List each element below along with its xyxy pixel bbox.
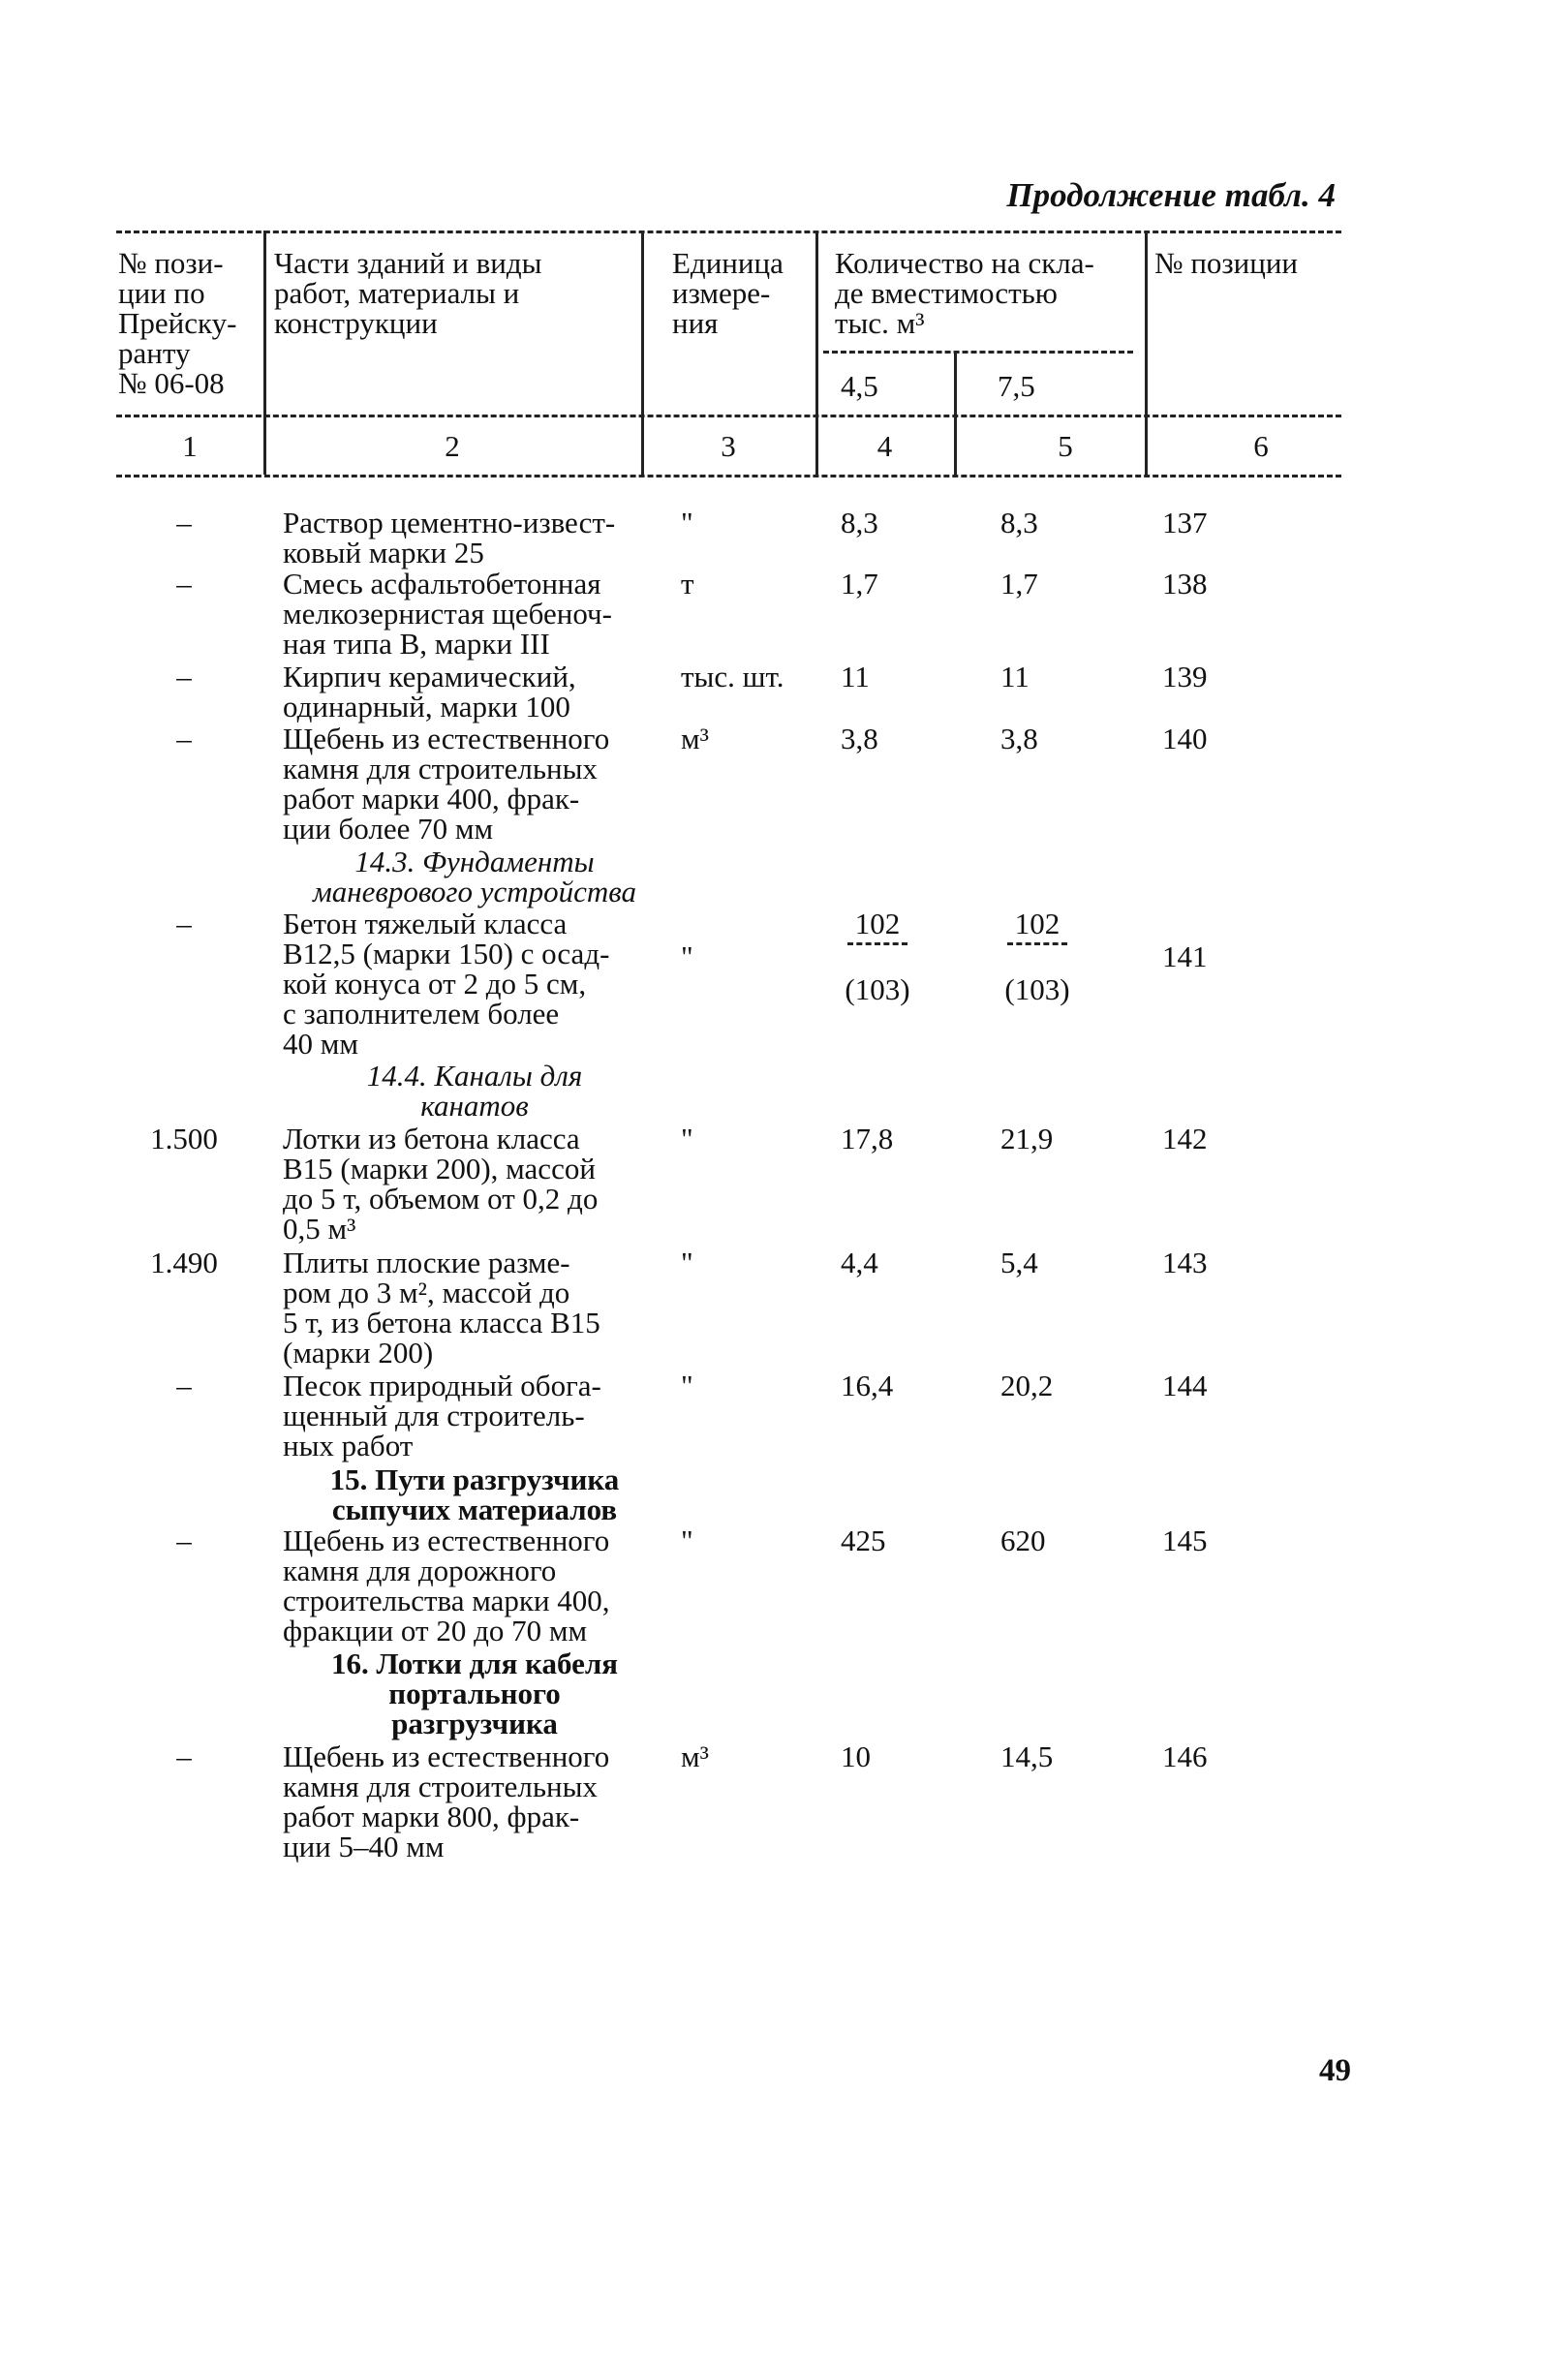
row-quantity-4-5: 1,7 <box>841 567 878 600</box>
subheader-rule <box>823 351 1133 354</box>
row-position: – <box>176 722 192 755</box>
row-position-number: 143 <box>1162 1246 1208 1279</box>
row-quantity-7-5: 8,3 <box>1000 506 1038 539</box>
column-number-6: 6 <box>1253 429 1269 463</box>
row-position-number: 144 <box>1162 1369 1208 1402</box>
row-quantity-7-5: 620 <box>1000 1524 1046 1557</box>
row-unit: " <box>681 1524 693 1557</box>
column-number-1: 1 <box>182 429 198 463</box>
header-building-parts: Части зданий и виды работ, материалы и конструкции <box>274 246 542 340</box>
row-position-number: 141 <box>1162 939 1208 973</box>
row-position: – <box>176 907 192 940</box>
row-position-number: 139 <box>1162 660 1208 693</box>
row-position: 1.490 <box>150 1246 218 1279</box>
row-description: Смесь асфальтобетонная мелкозернистая щебеноч- ная типа В, марки III <box>283 567 612 661</box>
section-heading-15: 15. Пути разгрузчика сыпучих материалов <box>329 1462 620 1526</box>
row-unit: т <box>681 567 694 600</box>
row-position: – <box>176 1524 192 1557</box>
row-description: Бетон тяжелый класса В12,5 (марки 150) с осад- кой конуса от 2 до 5 см, с заполнителем более 40 мм <box>283 907 610 1061</box>
row-quantity-7-5: 5,4 <box>1000 1246 1038 1279</box>
table-caption: Продолжение табл. 4 <box>1006 176 1336 214</box>
row-description: Щебень из естественного камня для дорожного строительства марки 400, фракции от 20 до 70 мм <box>283 1524 610 1647</box>
column-number-2: 2 <box>445 429 460 463</box>
row-position-number: 137 <box>1162 506 1208 539</box>
header-position-number: № позиции <box>1154 246 1299 280</box>
row-position-number: 140 <box>1162 722 1208 755</box>
row-description: Кирпич керамический, одинарный, марки 100 <box>283 660 576 723</box>
row-quantity-7-5: 1,7 <box>1000 567 1038 600</box>
row-unit: м³ <box>681 1739 709 1773</box>
row-position: – <box>176 1739 192 1773</box>
row-unit: м³ <box>681 722 709 755</box>
row-unit: " <box>681 939 693 973</box>
header-quantity: Количество на скла- де вместимостью тыс. м³ <box>835 246 1094 340</box>
row-quantity-7-5: 3,8 <box>1000 722 1038 755</box>
row-description: Щебень из естественного камня для строительных работ марки 400, фрак- ции более 70 мм <box>283 722 610 846</box>
header-unit: Единица измере- ния <box>672 246 784 340</box>
header-capacity-7-5: 7,5 <box>998 369 1035 403</box>
colnum-bottom-rule <box>116 475 1341 477</box>
row-quantity-7-5: 20,2 <box>1000 1369 1054 1402</box>
row-unit: " <box>681 1122 693 1155</box>
page-number: 49 <box>1319 2053 1351 2088</box>
row-description: Раствор цементно-извест- ковый марки 25 <box>283 506 616 569</box>
row-position-number: 138 <box>1162 567 1208 600</box>
row-position: – <box>176 567 192 600</box>
fraction-bar <box>847 942 907 945</box>
column-number-4: 4 <box>876 429 893 463</box>
row-unit: тыс. шт. <box>681 660 784 693</box>
row-quantity-4-5-fraction <box>819 908 936 1004</box>
column-number-5: 5 <box>1058 429 1073 463</box>
row-position: – <box>176 506 192 539</box>
row-quantity-4-5: 425 <box>841 1524 886 1557</box>
quantity-value-alt: (103) <box>1004 972 1070 1006</box>
row-description: Лотки из бетона класса В15 (марки 200), массой до 5 т, объемом от 0,2 до 0,5 м³ <box>283 1122 599 1246</box>
row-unit: " <box>681 1246 693 1279</box>
row-position-number: 145 <box>1162 1524 1208 1557</box>
row-quantity-4-5: 3,8 <box>841 722 878 755</box>
row-quantity-7-5: 11 <box>1000 660 1030 693</box>
section-heading-14-4: 14.4. Каналы для канатов <box>366 1059 583 1123</box>
section-heading-16: 16. Лотки для кабеля портального разгрузчика <box>330 1647 619 1740</box>
row-quantity-4-5: 11 <box>841 660 870 693</box>
row-quantity-4-5: 8,3 <box>841 506 878 539</box>
row-quantity-7-5: 21,9 <box>1000 1122 1054 1155</box>
row-quantity-4-5: 16,4 <box>841 1369 894 1402</box>
quantity-value: 102 <box>1014 907 1061 940</box>
row-description: Щебень из естественного камня для строительных работ марки 800, фрак- ции 5–40 мм <box>283 1739 610 1863</box>
row-position: – <box>176 660 192 693</box>
row-unit: " <box>681 1369 693 1402</box>
quantity-value-alt: (103) <box>845 972 910 1006</box>
header-position-price: № пози- ции по Прейску- ранту № 06-08 <box>118 246 237 400</box>
row-unit: " <box>681 506 693 539</box>
row-position-number: 146 <box>1162 1739 1208 1773</box>
row-position: 1.500 <box>150 1122 218 1155</box>
header-capacity-4-5: 4,5 <box>841 369 878 403</box>
header-top-rule <box>116 231 1341 233</box>
row-position: – <box>176 1369 192 1402</box>
header-bottom-rule <box>116 415 1341 417</box>
row-description: Плиты плоские разме- ром до 3 м², массой до 5 т, из бетона класса В15 (марки 200) <box>283 1246 600 1370</box>
row-quantity-4-5: 10 <box>841 1739 871 1773</box>
row-position-number: 142 <box>1162 1122 1208 1155</box>
fraction-bar <box>1007 942 1067 945</box>
row-description: Песок природный обога- щенный для строитель- ных работ <box>283 1369 601 1462</box>
row-quantity-4-5: 4,4 <box>841 1246 878 1279</box>
column-number-3: 3 <box>721 429 736 463</box>
quantity-value: 102 <box>854 907 901 940</box>
section-heading-14-3: 14.3. Фундаменты маневрового устройства <box>312 845 637 908</box>
row-quantity-7-5: 14,5 <box>1000 1739 1054 1773</box>
row-quantity-4-5: 17,8 <box>841 1122 894 1155</box>
row-quantity-7-5-fraction <box>979 908 1095 1004</box>
